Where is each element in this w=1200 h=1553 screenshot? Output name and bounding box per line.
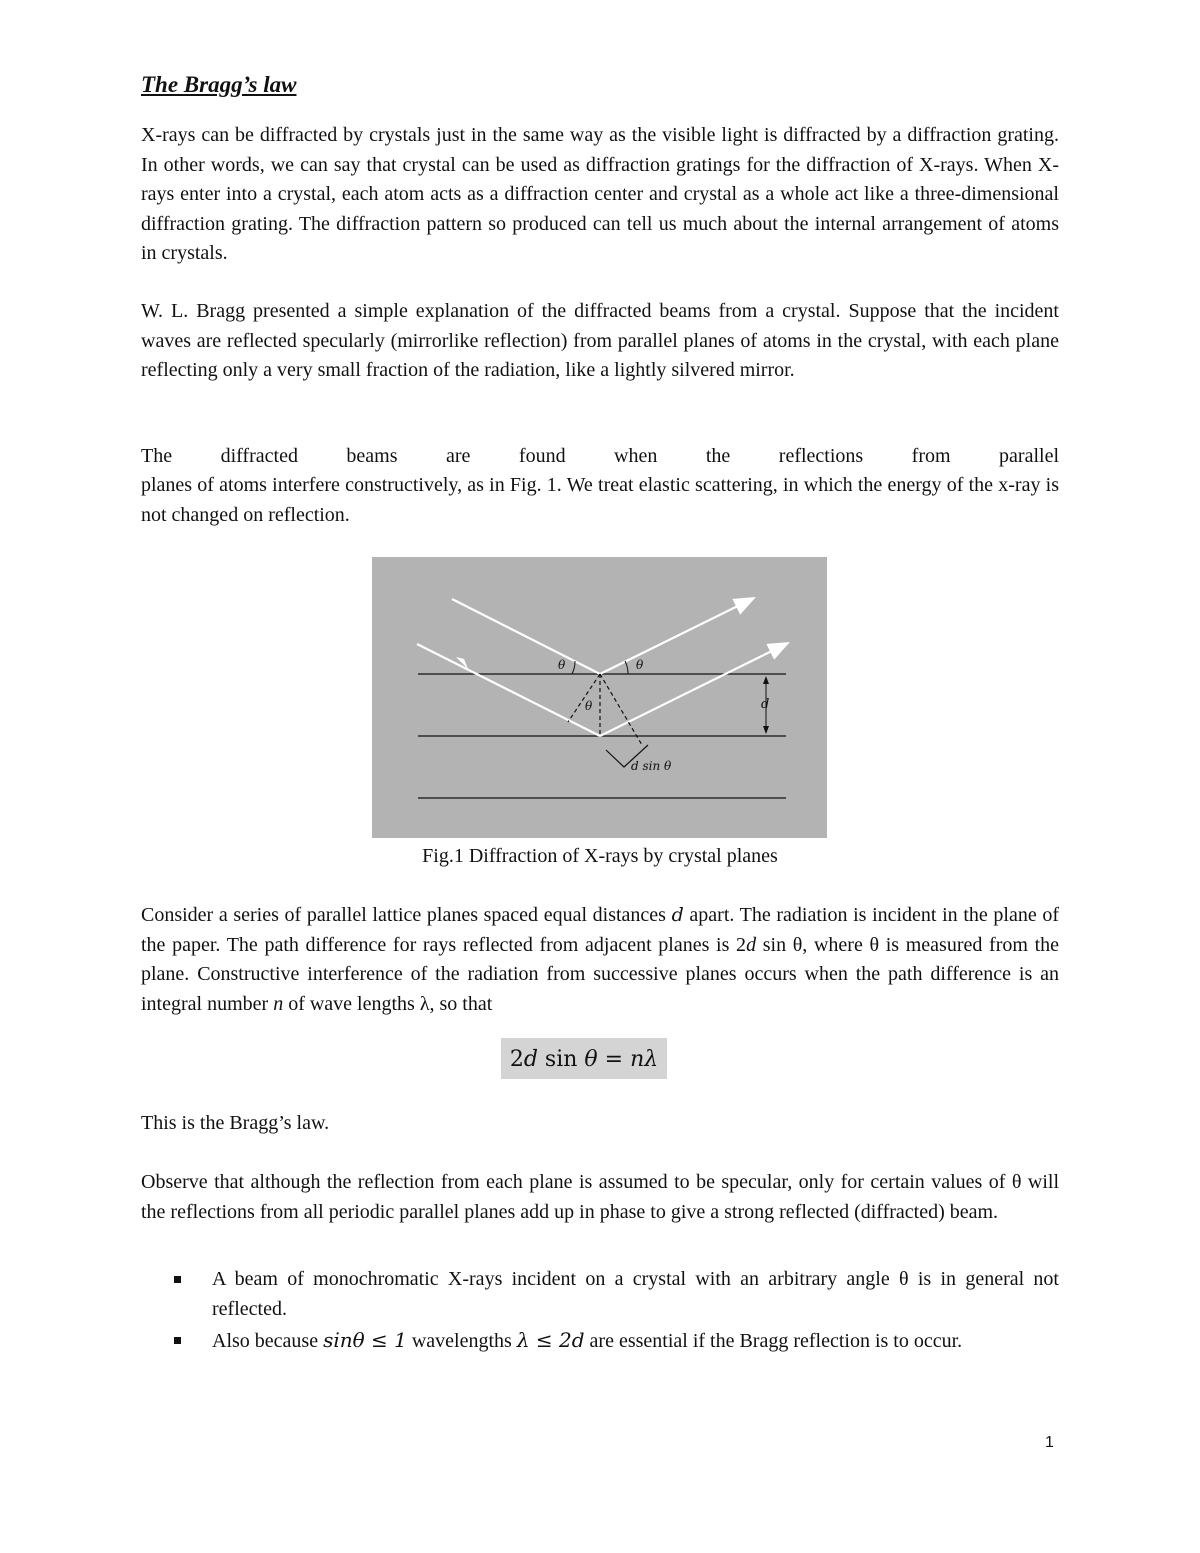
- incident-ray-2: [417, 644, 600, 736]
- bullet-item-1: [172, 1265, 1059, 1324]
- bullet-2-math-sin: sinθ ≤ 1: [323, 1328, 407, 1352]
- paragraph-lattice-planes: [141, 901, 1059, 1019]
- theta-label-right: θ: [636, 658, 644, 672]
- paragraph-specular-observation: Observe that although the reflection from each plane is assumed to be specular, only for certain values of θ will the reflections from all periodic parallel planes add up in phase to give a strong reflected (diffracted) beam.: [141, 1171, 1059, 1223]
- p4-text-d: of wave lengths λ, so that: [283, 992, 493, 1015]
- p4-text-a: Consider a series of parallel lattice planes spaced equal distances: [141, 904, 672, 926]
- d-label: d: [761, 697, 770, 712]
- d-arrow-top: [763, 676, 769, 684]
- diffraction-diagram: [372, 557, 827, 838]
- paragraph-diffracted-beams-rest: planes of atoms interfere constructively, as in Fig. 1. We treat elastic scattering, in which the energy of the x-ray is not changed on reflection.: [141, 474, 1059, 526]
- paragraph-bragg-law-statement: This is the Bragg’s law.: [141, 1112, 330, 1134]
- figure-caption: Fig.1 Diffraction of X-rays by crystal planes: [422, 845, 778, 867]
- bragg-formula: [501, 1038, 667, 1079]
- p4-d2: d: [746, 933, 757, 956]
- paragraph-bragg-explanation: W. L. Bragg presented a simple explanation of the diffracted beams from a crystal. Suppose that the incident waves are reflected specularly (mirrorlike reflection) from parallel planes of atoms in the crystal, with each plane reflecting only a very small fraction of the radiation, like a lightly silvered mirror.: [141, 300, 1059, 381]
- paragraph-intro: X-rays can be diffracted by crystals just in the same way as the visible light is diffracted by a diffraction grating. In other words, we can say that crystal can be used as diffraction gratings for the diffraction of X-rays. When X-rays enter into a crystal, each atom acts as a diffraction center and crystal as a whole act like a three-dimensional diffraction grating. The diffraction pattern so produced can tell us much about the internal arrangement of atoms in crystals.: [141, 124, 1059, 264]
- dsin-label: d sin θ: [631, 759, 672, 773]
- p4-n: n: [273, 992, 284, 1015]
- theta-label-left: θ: [558, 658, 566, 672]
- page-number: 1: [1045, 1434, 1054, 1451]
- d-arrow-bottom: [763, 726, 769, 734]
- p4-d1: d: [671, 904, 684, 926]
- formula-lambda: λ: [644, 1047, 659, 1072]
- bullet-square-icon: [174, 1276, 181, 1283]
- diffraction-figure: [372, 557, 827, 838]
- formula-d: d: [523, 1047, 538, 1072]
- bullet-2-text-c: are essential if the Bragg reflection is to occur.: [584, 1330, 963, 1352]
- formula-two: 2: [509, 1047, 524, 1072]
- reflected-ray-1: [600, 599, 752, 674]
- path-diff-dashed-left: [568, 674, 600, 722]
- bullet-item-2: [172, 1326, 1059, 1357]
- paragraph-diffracted-beams-line1: The diffracted beams are found when the reflections from parallel: [141, 445, 1059, 467]
- formula-n: n: [630, 1047, 645, 1072]
- theta-label-center: θ: [585, 699, 593, 713]
- path-diff-dashed-right: [600, 674, 642, 745]
- bullet-1-text: A beam of monochromatic X-rays incident on a crystal with an arbitrary angle θ is in general not reflected.: [212, 1268, 1059, 1320]
- theta-arc-left: [572, 661, 575, 674]
- page-title: The Bragg’s law: [141, 72, 297, 97]
- bullet-2-math-lambda: λ ≤ 2d: [516, 1328, 585, 1352]
- formula-eq: =: [597, 1047, 631, 1072]
- bullet-square-icon: [174, 1337, 181, 1344]
- bullet-2-text-a: Also because: [212, 1330, 324, 1352]
- bullet-2-text-b: wavelengths: [406, 1330, 517, 1352]
- reflected-ray-2: [600, 644, 786, 736]
- formula-theta: θ: [584, 1047, 598, 1072]
- formula-sin: sin: [537, 1047, 585, 1072]
- p4-text-c: sin θ, where θ is measured from the plane. Constructive interference of the radiation from successive planes occurs when the path difference is an integral number: [141, 933, 1060, 1015]
- p4-text-b: apart. The radiation is incident in the plane of the paper. The path difference for rays reflected from adjacent planes is 2: [141, 904, 1059, 956]
- bullet-list: [172, 1265, 1059, 1359]
- theta-arc-right: [625, 661, 628, 674]
- incident-ray-1: [452, 599, 600, 674]
